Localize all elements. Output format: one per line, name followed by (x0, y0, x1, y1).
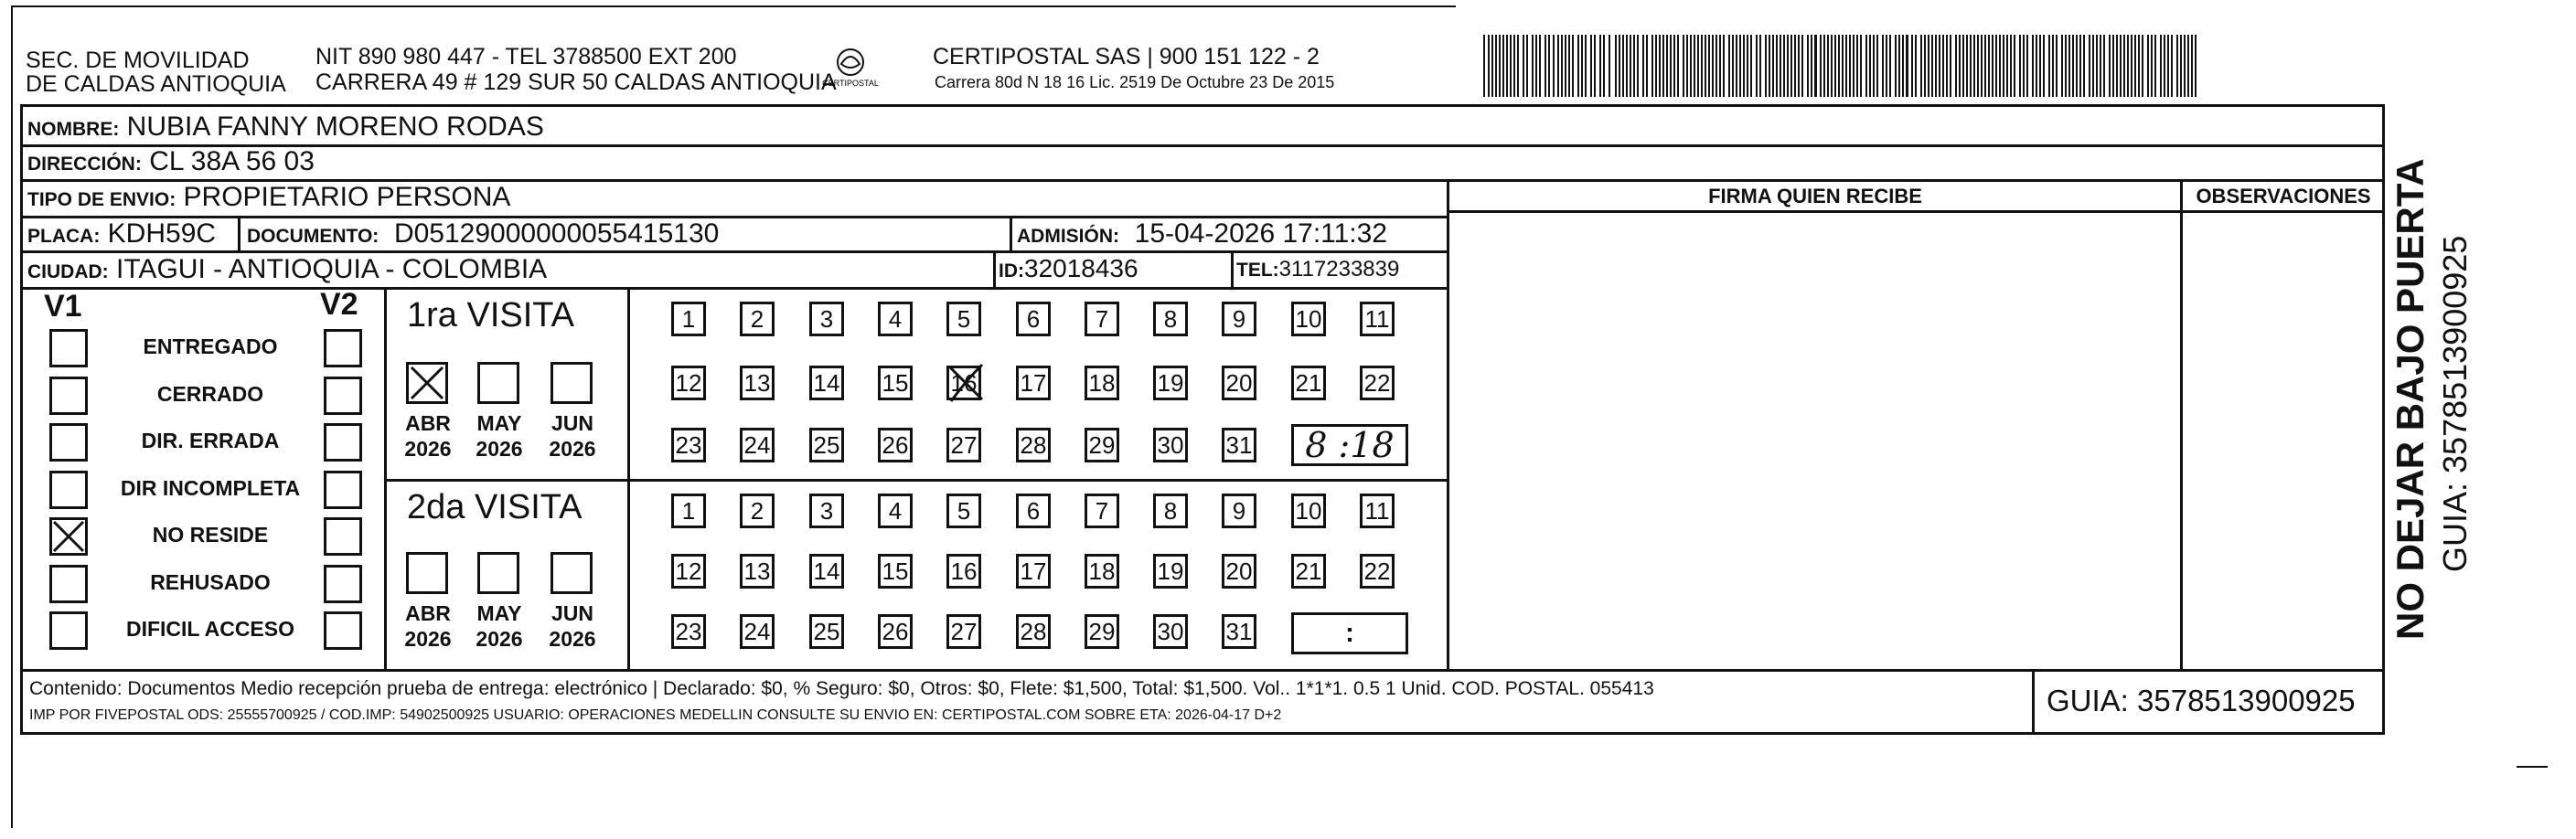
side-guia: GUIA: 3578513900925 (2436, 235, 2474, 572)
day-box[interactable] (1016, 554, 1051, 589)
day-number: 31 (1225, 618, 1253, 645)
day-number: 26 (882, 431, 909, 459)
month-checkbox[interactable] (477, 552, 519, 594)
ciudad-cell (27, 254, 547, 285)
col-divider (384, 287, 387, 669)
day-check-mark (946, 363, 986, 411)
day-number: 25 (813, 431, 840, 459)
tel-cell (1236, 257, 1399, 282)
day-number: 19 (1157, 369, 1184, 397)
v1-checkbox[interactable] (49, 377, 88, 415)
day-box[interactable] (946, 428, 981, 462)
direccion-row (27, 146, 315, 177)
v2-checkbox[interactable] (324, 377, 362, 415)
observations-area[interactable] (2186, 216, 2381, 667)
day-number: 8 (1163, 305, 1178, 333)
day-box[interactable] (809, 302, 844, 336)
day-box[interactable] (1016, 614, 1051, 649)
day-box[interactable] (1016, 494, 1051, 528)
day-number: 29 (1088, 431, 1116, 459)
month-year: 2026 (549, 627, 596, 651)
day-number: 11 (1364, 497, 1390, 525)
nombre-row (27, 112, 544, 143)
day-box[interactable] (1085, 302, 1119, 336)
edge-mark (2517, 766, 2548, 768)
day-number: 4 (888, 497, 903, 525)
month-label: JUN (550, 411, 593, 435)
col-divider (993, 250, 996, 287)
day-box[interactable] (809, 428, 844, 462)
day-box[interactable] (671, 614, 706, 649)
courier-line1: CERTIPOSTAL SAS | 900 151 122 - 2 (933, 44, 1320, 69)
direccion-value: CL 38A 56 03 (149, 146, 315, 176)
month-label: MAY (476, 601, 522, 625)
id-label: ID: (999, 260, 1024, 281)
placa-label: PLACA: (27, 226, 101, 247)
v1-checkbox[interactable] (49, 471, 88, 509)
month-year: 2026 (476, 627, 523, 651)
id-cell (999, 254, 1138, 283)
day-box[interactable] (809, 494, 844, 528)
day-number: 20 (1225, 558, 1253, 585)
day-number: 7 (1095, 497, 1109, 525)
row-divider (20, 144, 2385, 147)
contenido-line: Contenido: Documentos Medio recepción prueba de entrega: electrónico | Declarado: $0, % Seguro: $0, Otros: $0, Flete: $1,500, Total: $1,500. Vol.. 1*1*1. 0.5 1 Unid. COD. POSTAL. 055413 (29, 678, 1654, 699)
day-box[interactable] (1153, 366, 1188, 400)
status-label: CERRADO (156, 382, 264, 406)
day-box[interactable] (1222, 302, 1256, 336)
day-number: 9 (1232, 305, 1246, 333)
day-number: 10 (1295, 305, 1322, 333)
no-dejar-bajo-puerta: NO DEJAR BAJO PUERTA (2389, 158, 2432, 640)
day-number: 15 (882, 369, 909, 397)
day-number: 25 (813, 618, 840, 645)
day-box[interactable] (1085, 614, 1119, 649)
day-number: 13 (743, 558, 771, 585)
v1-checkbox[interactable] (49, 565, 88, 603)
day-number: 2 (750, 497, 764, 525)
day-box[interactable] (1360, 366, 1395, 400)
day-box[interactable] (1016, 428, 1051, 462)
tipo-label: TIPO DE ENVIO: (27, 189, 176, 210)
day-number: 24 (743, 431, 771, 459)
day-box[interactable] (946, 366, 981, 400)
certipostal-logo (814, 44, 887, 99)
day-box[interactable] (1222, 494, 1256, 528)
documento-value: D05129000000055415130 (393, 218, 720, 249)
month-checkbox[interactable] (406, 552, 448, 594)
day-box[interactable] (1360, 302, 1395, 336)
courier-line2: Carrera 80d N 18 16 Lic. 2519 De Octubre 23 De 2015 (935, 73, 1335, 91)
day-number: 20 (1225, 369, 1253, 397)
month-checkbox[interactable] (477, 362, 519, 404)
day-number: 24 (743, 618, 771, 645)
status-label: DIFICIL ACCESO (125, 617, 294, 641)
month-label: ABR (405, 411, 451, 435)
month-checkbox[interactable] (550, 552, 593, 594)
row-divider (20, 287, 1447, 290)
row-divider (20, 669, 2385, 672)
day-box[interactable] (1085, 428, 1119, 462)
day-number: 11 (1364, 305, 1390, 333)
day-box[interactable] (1291, 366, 1326, 400)
day-number: 6 (1026, 497, 1041, 525)
day-box[interactable] (946, 302, 981, 336)
day-number: 30 (1157, 618, 1184, 645)
tipo-row (27, 182, 510, 213)
month-checkbox[interactable] (550, 362, 593, 404)
top-border (11, 5, 1456, 7)
day-number: 17 (1020, 558, 1047, 585)
day-number: 27 (950, 618, 978, 645)
day-box[interactable] (878, 428, 913, 462)
month-year: 2026 (404, 627, 452, 651)
tel-label: TEL: (1236, 260, 1279, 281)
day-box[interactable] (671, 494, 706, 528)
day-box[interactable] (878, 614, 913, 649)
day-number: 16 (950, 558, 978, 585)
visit1-title: 1ra VISITA (407, 296, 575, 335)
day-box[interactable] (1222, 554, 1256, 589)
day-number: 10 (1295, 497, 1322, 525)
day-box[interactable] (1085, 366, 1119, 400)
day-box[interactable] (740, 302, 775, 336)
day-box[interactable] (878, 366, 913, 400)
placa-value: KDH59C (107, 218, 217, 249)
day-box[interactable] (1153, 428, 1188, 462)
v1-checkbox[interactable] (49, 517, 88, 556)
day-number: 21 (1295, 369, 1322, 397)
imp-line: IMP POR FIVEPOSTAL ODS: 25555700925 / COD.IMP: 54902500925 USUARIO: OPERACIONES MEDELLIN CONSULTE SU ENVIO EN: CERTIPOSTAL.COM SOBRE ETA: 2026-04-17 D+2 (29, 707, 1282, 723)
day-number: 1 (681, 497, 696, 525)
col-divider (627, 287, 630, 669)
svg-text:CERTIPOSTAL: CERTIPOSTAL (822, 79, 879, 88)
day-number: 5 (957, 497, 971, 525)
day-number: 30 (1157, 431, 1184, 459)
v2-header: V2 (320, 287, 358, 322)
status-label: ENTREGADO (143, 335, 278, 358)
day-number: 18 (1088, 558, 1116, 585)
v1-checkbox[interactable] (49, 611, 88, 650)
day-number: 28 (1020, 431, 1047, 459)
month-year: 2026 (549, 437, 596, 461)
documento-cell (247, 218, 719, 250)
v1-header: V1 (44, 289, 82, 324)
day-number: 23 (675, 431, 702, 459)
day-box[interactable] (1153, 614, 1188, 649)
month-label: ABR (405, 601, 451, 625)
day-box[interactable] (671, 302, 706, 336)
ciudad-label: CIUDAD: (27, 261, 109, 282)
direccion-label: DIRECCIÓN: (27, 154, 142, 175)
day-box[interactable] (671, 366, 706, 400)
day-number: 14 (813, 558, 840, 585)
day-box[interactable] (1016, 302, 1051, 336)
v2-checkbox[interactable] (324, 565, 362, 603)
month-checkbox[interactable] (406, 362, 448, 404)
documento-label: DOCUMENTO: (247, 226, 379, 247)
nombre-value: NUBIA FANNY MORENO RODAS (126, 112, 544, 142)
tipo-value: PROPIETARIO PERSONA (183, 182, 511, 212)
row-divider (1447, 210, 2385, 213)
day-number: 19 (1157, 558, 1184, 585)
day-number: 22 (1363, 369, 1391, 397)
day-number: 14 (813, 369, 840, 397)
v2-checkbox[interactable] (324, 517, 362, 556)
day-number: 8 (1163, 497, 1178, 525)
day-number: 12 (675, 369, 702, 397)
day-number: 29 (1088, 618, 1116, 645)
col-divider (1231, 250, 1234, 287)
day-box[interactable] (740, 366, 775, 400)
col-divider (238, 216, 240, 250)
day-number: 27 (950, 431, 978, 459)
day-number: 15 (882, 558, 909, 585)
day-box[interactable] (1085, 494, 1119, 528)
day-number: 3 (819, 305, 834, 333)
day-box[interactable] (878, 302, 913, 336)
firma-header: FIRMA QUIEN RECIBE (1708, 185, 1922, 207)
day-number: 4 (888, 305, 903, 333)
day-box[interactable] (878, 554, 913, 589)
day-number: 12 (675, 558, 702, 585)
barcode (1483, 35, 2206, 99)
day-box[interactable] (1016, 366, 1051, 400)
visit2-title: 2da VISITA (407, 488, 583, 526)
day-box[interactable] (809, 554, 844, 589)
ciudad-value: ITAGUI - ANTIOQUIA - COLOMBIA (116, 254, 548, 284)
day-box[interactable] (740, 428, 775, 462)
admision-value: 15-04-2026 17:11:32 (1134, 218, 1388, 249)
day-number: 26 (882, 618, 909, 645)
day-number: 1 (681, 305, 696, 333)
day-number: 28 (1020, 618, 1047, 645)
day-box[interactable] (946, 614, 981, 649)
day-box[interactable] (740, 554, 775, 589)
v1-checkbox[interactable] (49, 423, 88, 462)
day-box[interactable] (1360, 494, 1395, 528)
day-number: 21 (1295, 558, 1322, 585)
day-box[interactable] (1360, 554, 1395, 589)
day-box[interactable] (946, 494, 981, 528)
day-box[interactable] (878, 494, 913, 528)
day-number: 17 (1020, 369, 1047, 397)
signature-area[interactable] (1452, 216, 2176, 667)
day-number: 31 (1225, 431, 1253, 459)
col-divider (1447, 179, 1449, 669)
day-box[interactable] (1222, 428, 1256, 462)
day-box[interactable] (809, 366, 844, 400)
status-label: DIR INCOMPLETA (120, 476, 301, 500)
row-divider (384, 479, 1447, 482)
day-number: 5 (957, 305, 971, 333)
col-divider (2180, 179, 2183, 669)
day-number: 16 (950, 369, 978, 397)
day-box[interactable] (671, 428, 706, 462)
day-box[interactable] (1222, 366, 1256, 400)
day-number: 22 (1363, 558, 1391, 585)
sender-line1: SEC. DE MOVILIDAD (26, 48, 250, 73)
day-box[interactable] (740, 614, 775, 649)
day-box[interactable] (1153, 494, 1188, 528)
v1-checkbox[interactable] (49, 329, 88, 367)
id-value: 32018436 (1024, 254, 1138, 282)
admision-cell (1017, 218, 1387, 250)
day-number: 18 (1088, 369, 1116, 397)
day-box[interactable] (809, 614, 844, 649)
month-label: JUN (550, 601, 593, 625)
status-label: REHUSADO (150, 570, 271, 594)
visit1-time[interactable]: 8 :18 (1291, 424, 1408, 466)
day-box[interactable] (1222, 614, 1256, 649)
status-label: NO RESIDE (152, 523, 269, 547)
day-number: 9 (1232, 497, 1246, 525)
month-year: 2026 (476, 437, 523, 461)
nombre-label: NOMBRE: (27, 119, 120, 140)
status-label: DIR. ERRADA (141, 429, 280, 452)
col-divider (2032, 669, 2035, 735)
day-box[interactable] (671, 554, 706, 589)
visit2-time[interactable]: : (1291, 612, 1408, 654)
v2-checkbox[interactable] (324, 471, 362, 509)
sender-line2: DE CALDAS ANTIOQUIA (26, 71, 286, 97)
left-border (11, 5, 13, 828)
day-number: 23 (675, 618, 702, 645)
placa-cell (27, 218, 216, 250)
nit-line: NIT 890 980 447 - TEL 3788500 EXT 200 (315, 44, 737, 69)
tel-value: 3117233839 (1278, 257, 1400, 281)
col-divider (1010, 216, 1012, 250)
day-box[interactable] (1291, 494, 1326, 528)
day-number: 3 (819, 497, 834, 525)
day-box[interactable] (740, 494, 775, 528)
v2-checkbox[interactable] (324, 329, 362, 367)
day-box[interactable] (946, 554, 981, 589)
v2-checkbox[interactable] (324, 423, 362, 462)
day-box[interactable] (1153, 554, 1188, 589)
v2-checkbox[interactable] (324, 611, 362, 650)
month-year: 2026 (404, 437, 452, 461)
day-box[interactable] (1291, 554, 1326, 589)
month-label: MAY (476, 411, 522, 435)
admision-label: ADMISIÓN: (1017, 226, 1119, 247)
day-box[interactable] (1085, 554, 1119, 589)
day-box[interactable] (1291, 302, 1326, 336)
observaciones-header: OBSERVACIONES (2196, 185, 2371, 207)
day-box[interactable] (1153, 302, 1188, 336)
day-number: 13 (743, 369, 771, 397)
day-number: 2 (750, 305, 764, 333)
day-number: 7 (1095, 305, 1109, 333)
day-number: 6 (1026, 305, 1041, 333)
footer-guia: GUIA: 3578513900925 (2047, 684, 2356, 717)
address-line: CARRERA 49 # 129 SUR 50 CALDAS ANTIOQUIA (315, 69, 837, 95)
